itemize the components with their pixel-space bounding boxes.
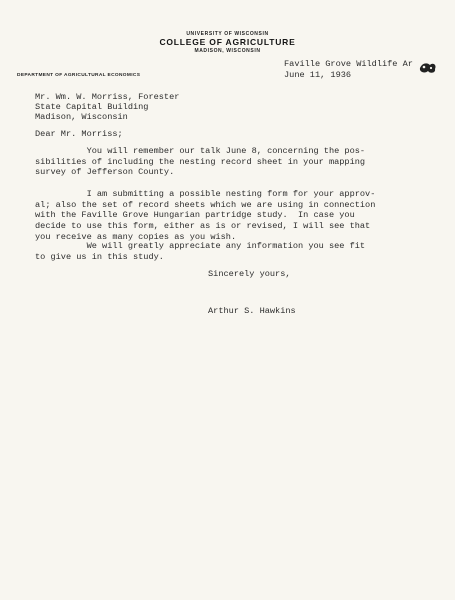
heading-location: Faville Grove Wildlife Ar xyxy=(284,59,413,69)
body-paragraph xyxy=(35,189,375,243)
body-line: We will greatly appreciate any information you see fit xyxy=(35,241,366,251)
signature: Arthur S. Hawkins xyxy=(208,306,296,316)
body-line: with the Faville Grove Hungarian partridge study. In case you xyxy=(35,210,355,221)
letterhead-college: COLLEGE OF AGRICULTURE xyxy=(159,37,296,47)
salutation: Dear Mr. Morriss; xyxy=(35,129,123,139)
recipient-line: State Capital Building xyxy=(35,102,149,112)
recipient-line: Madison, Wisconsin xyxy=(35,112,128,122)
letterhead-city: MADISON, WISCONSIN xyxy=(194,48,261,54)
body-line: al; also the set of record sheets which we are using in connection xyxy=(35,199,376,210)
heading-date: June 11, 1936 xyxy=(284,70,352,80)
body-paragraph xyxy=(35,241,365,262)
body-line: to give us in this study. xyxy=(35,251,164,262)
letterhead-university: UNIVERSITY OF WISCONSIN xyxy=(186,31,269,37)
body-line: you receive as many copies as you wish. xyxy=(35,231,237,242)
letterhead-department: DEPARTMENT OF AGRICULTURAL ECONOMICS xyxy=(17,73,141,78)
body-line: decide to use this form, either as is or revised, I will see that xyxy=(35,221,371,232)
body-line: You will remember our talk June 8, concerning the pos- xyxy=(35,146,366,156)
recipient-line: Mr. Wm. W. Morriss, Forester xyxy=(35,92,180,102)
body-paragraph xyxy=(35,146,365,178)
body-line: survey of Jefferson County. xyxy=(35,167,175,178)
body-line: sibilities of including the nesting record sheet in your mapping xyxy=(35,156,366,167)
ink-smudge-icon xyxy=(418,61,438,75)
body-line: I am submitting a possible nesting form for your approv- xyxy=(35,189,376,199)
closing: Sincerely yours, xyxy=(208,269,291,279)
